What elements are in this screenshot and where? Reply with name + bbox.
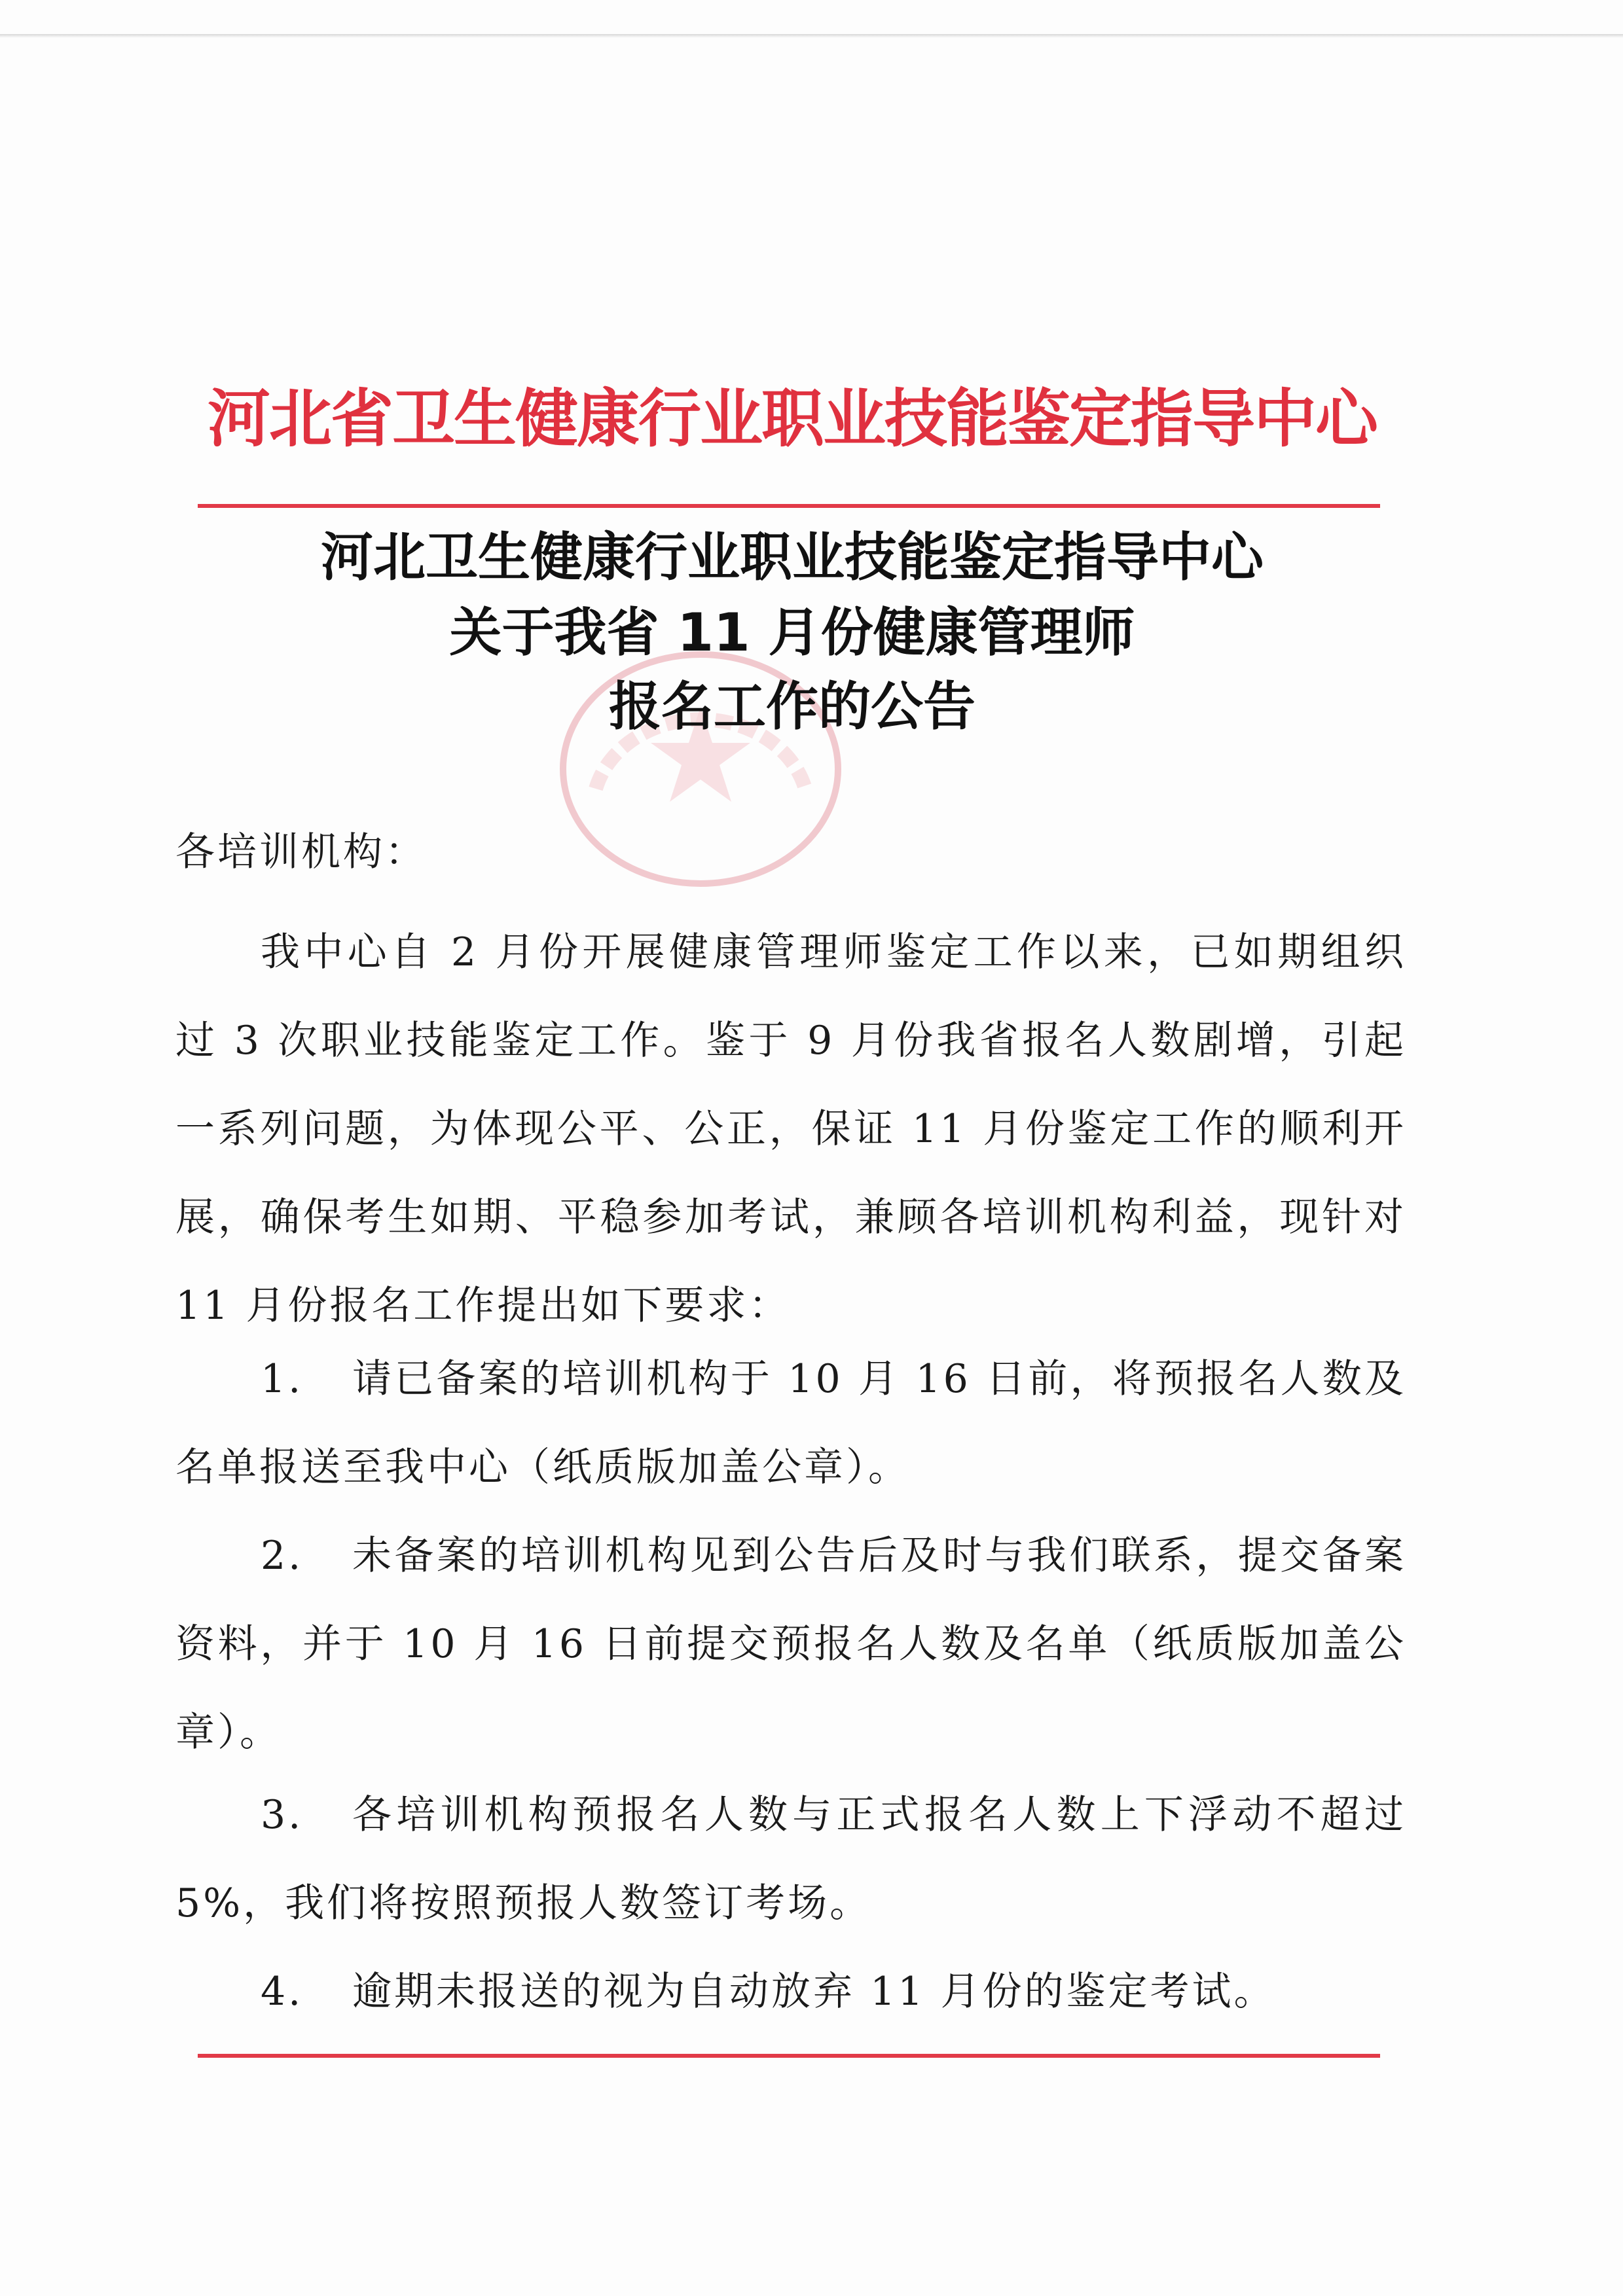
notice-title-line-3: 报名工作的公告 [609, 676, 976, 737]
item-text: 逾期未报送的视为自动放弃 11 月份的鉴定考试。 [352, 1969, 1276, 2015]
footer-red-rule [198, 2054, 1380, 2058]
requirement-item [175, 1512, 1406, 1777]
salutation: 各培训机构： [175, 829, 427, 875]
notice-title-line-2: 关于我省 11 月份健康管理师 [449, 602, 1135, 663]
letterhead-title: 河北省卫生健康行业职业技能鉴定指导中心 [208, 382, 1377, 456]
item-text: 未备案的培训机构见到公告后及时与我们联系，提交备案资料，并于 10 月 16 日前提交预报名人数及名单（纸质版加盖公章）。 [175, 1533, 1406, 1755]
item-number: 4. [261, 1969, 304, 2015]
item-text: 各培训机构预报名人数与正式报名人数上下浮动不超过 5%，我们将按照预报人数签订考场。 [175, 1792, 1406, 1926]
requirement-item [175, 1948, 1406, 2036]
notice-title-line-1: 河北卫生健康行业职业技能鉴定指导中心 [321, 527, 1264, 588]
requirement-item [175, 1771, 1406, 1948]
item-text: 请已备案的培训机构于 10 月 16 日前，将预报名人数及名单报送至我中心（纸质版加盖公章）。 [175, 1356, 1406, 1490]
letterhead-red-rule [198, 504, 1380, 508]
requirement-item [175, 1335, 1406, 1512]
scan-edge-shadow [0, 34, 1623, 38]
item-number: 2. [261, 1533, 304, 1579]
item-number: 1. [261, 1356, 304, 1402]
intro-paragraph: 我中心自 2 月份开展健康管理师鉴定工作以来，已如期组织过 3 次职业技能鉴定工作。鉴于 9 月份我省报名人数剧增，引起一系列问题，为体现公平、公正，保证 11 月份鉴定工作的顺利开展，确保考生如期、平稳参加考试，兼顾各培训机构利益，现针对 11 月份报名工作提出如下要求： [175, 929, 1406, 1329]
item-number: 3. [261, 1792, 304, 1838]
